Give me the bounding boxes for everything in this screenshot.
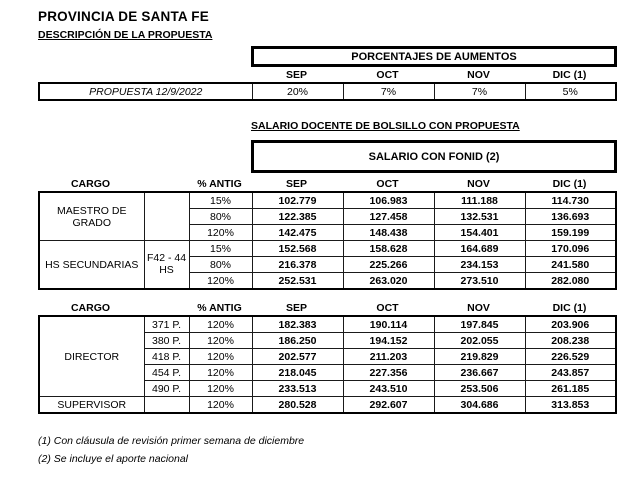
salary-cell: 122.385 bbox=[252, 209, 343, 225]
antig-cell: 120% bbox=[189, 397, 252, 414]
salary-cell: 194.152 bbox=[343, 333, 434, 349]
salary-cell: 219.829 bbox=[434, 349, 525, 365]
salary-cell: 136.693 bbox=[525, 209, 616, 225]
percent-cell: 5% bbox=[525, 83, 616, 100]
column-header-dic: DIC (1) bbox=[552, 68, 587, 81]
footnote-1: (1) Con cláusula de revisión primer semana de diciembre bbox=[38, 435, 305, 447]
salary-cell: 154.401 bbox=[434, 225, 525, 241]
salary-cell: 203.906 bbox=[525, 316, 616, 333]
salary-cell: 127.458 bbox=[343, 209, 434, 225]
salary-cell: 252.531 bbox=[252, 273, 343, 290]
salary-cell: 159.199 bbox=[525, 225, 616, 241]
salary-cell: 111.188 bbox=[434, 192, 525, 209]
table-row bbox=[39, 192, 616, 209]
antig-cell: 120% bbox=[189, 316, 252, 333]
cargos-header-row bbox=[38, 300, 639, 315]
column-header-cargo: CARGO bbox=[70, 177, 111, 190]
salary-cell: 202.055 bbox=[434, 333, 525, 349]
antig-cell: 80% bbox=[189, 257, 252, 273]
salary-cell: 182.383 bbox=[252, 316, 343, 333]
column-header-antig: % ANTIG bbox=[197, 301, 242, 314]
salary-cell: 190.114 bbox=[343, 316, 434, 333]
footnotes bbox=[38, 432, 639, 468]
cargo-cell: MAESTRO DE GRADO bbox=[39, 192, 144, 241]
salary-cell: 211.203 bbox=[343, 349, 434, 365]
salary-cell: 114.730 bbox=[525, 192, 616, 209]
salary-cell: 132.531 bbox=[434, 209, 525, 225]
salary-cell: 186.250 bbox=[252, 333, 343, 349]
column-header-nov: NOV bbox=[467, 177, 490, 190]
column-header-nov: NOV bbox=[467, 301, 490, 314]
column-header-cargo: CARGO bbox=[70, 301, 111, 314]
antig-cell: 120% bbox=[189, 365, 252, 381]
cargos-table bbox=[38, 315, 617, 414]
percent-cell: 7% bbox=[343, 83, 434, 100]
column-header-oct: OCT bbox=[376, 301, 399, 314]
salary-cell: 280.528 bbox=[252, 397, 343, 414]
column-header-antig: % ANTIG bbox=[197, 177, 242, 190]
aumentos-header-row bbox=[38, 67, 639, 82]
antig-cell: 120% bbox=[189, 273, 252, 290]
table-row bbox=[39, 83, 616, 100]
salary-cell: 158.628 bbox=[343, 241, 434, 257]
table-row bbox=[39, 241, 616, 257]
footnote-2: (2) Se incluye el aporte nacional bbox=[38, 453, 189, 465]
points-cell: 371 P. bbox=[144, 316, 189, 333]
percent-cell: 7% bbox=[434, 83, 525, 100]
salary-cell: 142.475 bbox=[252, 225, 343, 241]
salary-cell: 202.577 bbox=[252, 349, 343, 365]
points-cell: 490 P. bbox=[144, 381, 189, 397]
sub-cell bbox=[144, 192, 189, 241]
salary-cell: 148.438 bbox=[343, 225, 434, 241]
column-header-dic: DIC (1) bbox=[552, 301, 587, 314]
points-cell: 380 P. bbox=[144, 333, 189, 349]
antig-cell: 120% bbox=[189, 225, 252, 241]
table-row bbox=[39, 397, 616, 414]
column-header-nov: NOV bbox=[467, 68, 490, 81]
salary-cell: 208.238 bbox=[525, 333, 616, 349]
page-subtitle: DESCRIPCIÓN DE LA PROPUESTA bbox=[38, 29, 213, 41]
salary-cell: 243.510 bbox=[343, 381, 434, 397]
salary-cell: 236.667 bbox=[434, 365, 525, 381]
antig-cell: 120% bbox=[189, 349, 252, 365]
points-cell: 418 P. bbox=[144, 349, 189, 365]
salary-cell: 304.686 bbox=[434, 397, 525, 414]
salary-cell: 313.853 bbox=[525, 397, 616, 414]
salary-cell: 243.857 bbox=[525, 365, 616, 381]
aumentos-box-title: PORCENTAJES DE AUMENTOS bbox=[251, 46, 617, 67]
table-row bbox=[39, 316, 616, 333]
sub-cell: F42 - 44 HS bbox=[144, 241, 189, 290]
salary-cell: 227.356 bbox=[343, 365, 434, 381]
salario-header-row bbox=[38, 176, 639, 191]
salary-cell: 263.020 bbox=[343, 273, 434, 290]
column-header-dic: DIC (1) bbox=[552, 177, 587, 190]
cargo-cell: SUPERVISOR bbox=[39, 397, 144, 414]
salary-cell: 234.153 bbox=[434, 257, 525, 273]
fonid-box-title: SALARIO CON FONID (2) bbox=[251, 140, 617, 173]
salary-cell: 261.185 bbox=[525, 381, 616, 397]
propuesta-label-cell: PROPUESTA 12/9/2022 bbox=[39, 83, 252, 100]
antig-cell: 15% bbox=[189, 241, 252, 257]
antig-cell: 120% bbox=[189, 381, 252, 397]
column-header-oct: OCT bbox=[376, 177, 399, 190]
salary-cell: 197.845 bbox=[434, 316, 525, 333]
column-header-oct: OCT bbox=[376, 68, 399, 81]
salary-cell: 102.779 bbox=[252, 192, 343, 209]
salary-cell: 226.529 bbox=[525, 349, 616, 365]
page-title: PROVINCIA DE SANTA FE bbox=[38, 9, 209, 24]
salary-cell: 282.080 bbox=[525, 273, 616, 290]
salary-cell: 253.506 bbox=[434, 381, 525, 397]
points-cell: 454 P. bbox=[144, 365, 189, 381]
antig-cell: 80% bbox=[189, 209, 252, 225]
cargo-cell: HS SECUNDARIAS bbox=[39, 241, 144, 290]
salary-cell: 241.580 bbox=[525, 257, 616, 273]
column-header-sep: SEP bbox=[285, 177, 307, 190]
salario-section-title: SALARIO DOCENTE DE BOLSILLO CON PROPUESTA bbox=[251, 120, 520, 132]
antig-cell: 120% bbox=[189, 333, 252, 349]
salary-cell: 170.096 bbox=[525, 241, 616, 257]
salary-cell: 216.378 bbox=[252, 257, 343, 273]
column-header-sep: SEP bbox=[285, 301, 307, 314]
column-header-sep: SEP bbox=[285, 68, 307, 81]
salary-cell: 106.983 bbox=[343, 192, 434, 209]
percent-cell: 20% bbox=[252, 83, 343, 100]
cargo-cell: DIRECTOR bbox=[39, 316, 144, 397]
antig-cell: 15% bbox=[189, 192, 252, 209]
salario-table bbox=[38, 191, 617, 290]
salary-cell: 164.689 bbox=[434, 241, 525, 257]
salary-cell: 292.607 bbox=[343, 397, 434, 414]
salary-cell: 152.568 bbox=[252, 241, 343, 257]
salary-cell: 273.510 bbox=[434, 273, 525, 290]
salary-cell: 233.513 bbox=[252, 381, 343, 397]
aumentos-table bbox=[38, 82, 617, 101]
points-cell bbox=[144, 397, 189, 414]
salary-cell: 218.045 bbox=[252, 365, 343, 381]
salary-cell: 225.266 bbox=[343, 257, 434, 273]
